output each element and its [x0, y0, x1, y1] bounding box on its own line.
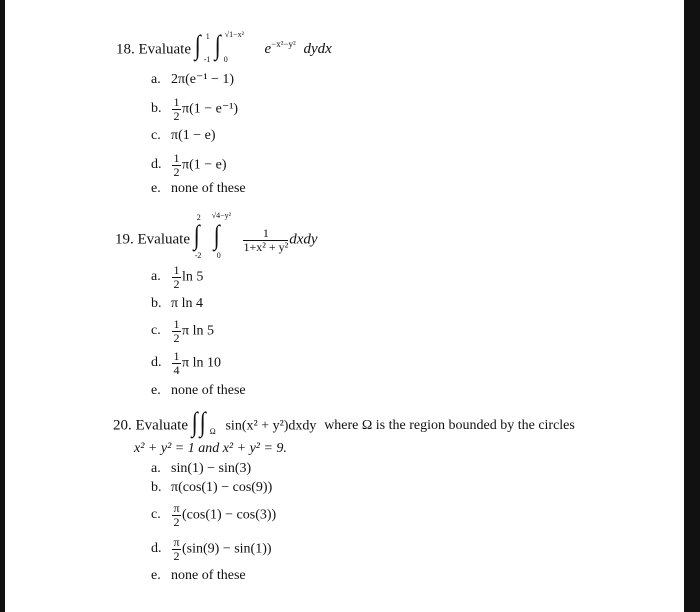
question-number: 20.	[113, 417, 132, 434]
q20-option-d[interactable]: d. $\frac{\pi}{2}$ (sin(9) − sin(1))	[151, 535, 272, 563]
q19-option-d[interactable]: d. $\frac{1}{4}$ π ln 10	[151, 349, 221, 377]
q18-option-b[interactable]: b. $\frac{1}{2}$ π(1 − e⁻¹)	[151, 95, 239, 123]
fraction: $\frac{1}{4}$	[173, 349, 180, 377]
fraction: $\frac{\pi}{2}$	[173, 501, 180, 529]
inner-lower-limit: 0	[216, 251, 221, 261]
outer-upper-limit: 1	[205, 32, 210, 41]
outer-lower-limit: -1	[203, 55, 211, 64]
double-integral	[193, 211, 234, 261]
double-integral-sign: ∫ ∫ Ω	[191, 405, 216, 437]
inner-upper-limit: √4−y²	[211, 211, 232, 221]
outer-lower-limit: -2	[194, 251, 202, 261]
region-symbol: Ω	[209, 427, 216, 436]
integrand: sin(x² + y²)dxdy	[225, 418, 317, 434]
question-20	[113, 405, 575, 437]
differential: dydx	[303, 41, 332, 58]
question-verb: Evaluate	[135, 417, 188, 434]
q19-option-e[interactable]: e. none of these	[151, 383, 246, 398]
question-19	[115, 211, 318, 261]
right-border	[684, 0, 700, 612]
outer-integral-sign: ∫	[193, 218, 200, 251]
fraction: $\frac{1}{2}$	[173, 95, 180, 123]
q20-option-b[interactable]: b. π(cos(1) − cos(9))	[151, 480, 273, 495]
integrand-fraction: $\frac{1}{\text{1+x² + y²}}$	[243, 226, 289, 254]
question-verb: Evaluate	[138, 41, 191, 58]
q19-option-b[interactable]: b. π ln 4	[151, 296, 203, 311]
question-number: 19.	[115, 231, 134, 248]
inner-integral-sign: ∫	[213, 218, 220, 251]
q18-option-c[interactable]: c. π(1 − e)	[151, 128, 216, 143]
q19-option-c[interactable]: c. $\frac{1}{2}$ π ln 5	[151, 317, 214, 345]
q18-option-e[interactable]: e. none of these	[151, 181, 246, 196]
question-number: 18.	[116, 41, 135, 58]
q18-option-a[interactable]: a. 2π(e⁻¹ − 1)	[151, 72, 235, 87]
question-18	[116, 28, 332, 64]
inner-integral-sign: ∫	[214, 28, 221, 60]
question-verb: Evaluate	[137, 231, 190, 248]
q20-option-a[interactable]: a. sin(1) − sin(3)	[151, 461, 252, 476]
fraction: $\frac{1}{2}$	[173, 151, 180, 179]
fraction: $\frac{1}{2}$	[173, 263, 180, 291]
integrand-exponent: −x²−y²	[271, 39, 296, 50]
fraction: $\frac{\pi}{2}$	[173, 535, 180, 563]
outer-upper-limit: 2	[196, 213, 201, 223]
differential: dxdy	[289, 231, 318, 248]
double-integral	[194, 28, 245, 64]
inner-upper-limit: √1−x²	[224, 30, 245, 39]
q20-option-e[interactable]: e. none of these	[151, 568, 246, 583]
region-description: where Ω is the region bounded by the circles	[324, 418, 575, 434]
question-20-line2: x² + y² = 1 and x² + y² = 9.	[134, 441, 287, 456]
inner-lower-limit: 0	[223, 55, 228, 64]
integrand: e	[264, 41, 272, 58]
q20-option-c[interactable]: c. $\frac{\pi}{2}$ (cos(1) − cos(3))	[151, 501, 277, 529]
q18-option-d[interactable]: d. $\frac{1}{2}$ π(1 − e)	[151, 151, 227, 179]
outer-integral-sign: ∫	[194, 28, 201, 60]
left-border	[0, 0, 5, 612]
q19-option-a[interactable]: a. $\frac{1}{2}$ ln 5	[151, 263, 204, 291]
fraction: $\frac{1}{2}$	[173, 317, 180, 345]
